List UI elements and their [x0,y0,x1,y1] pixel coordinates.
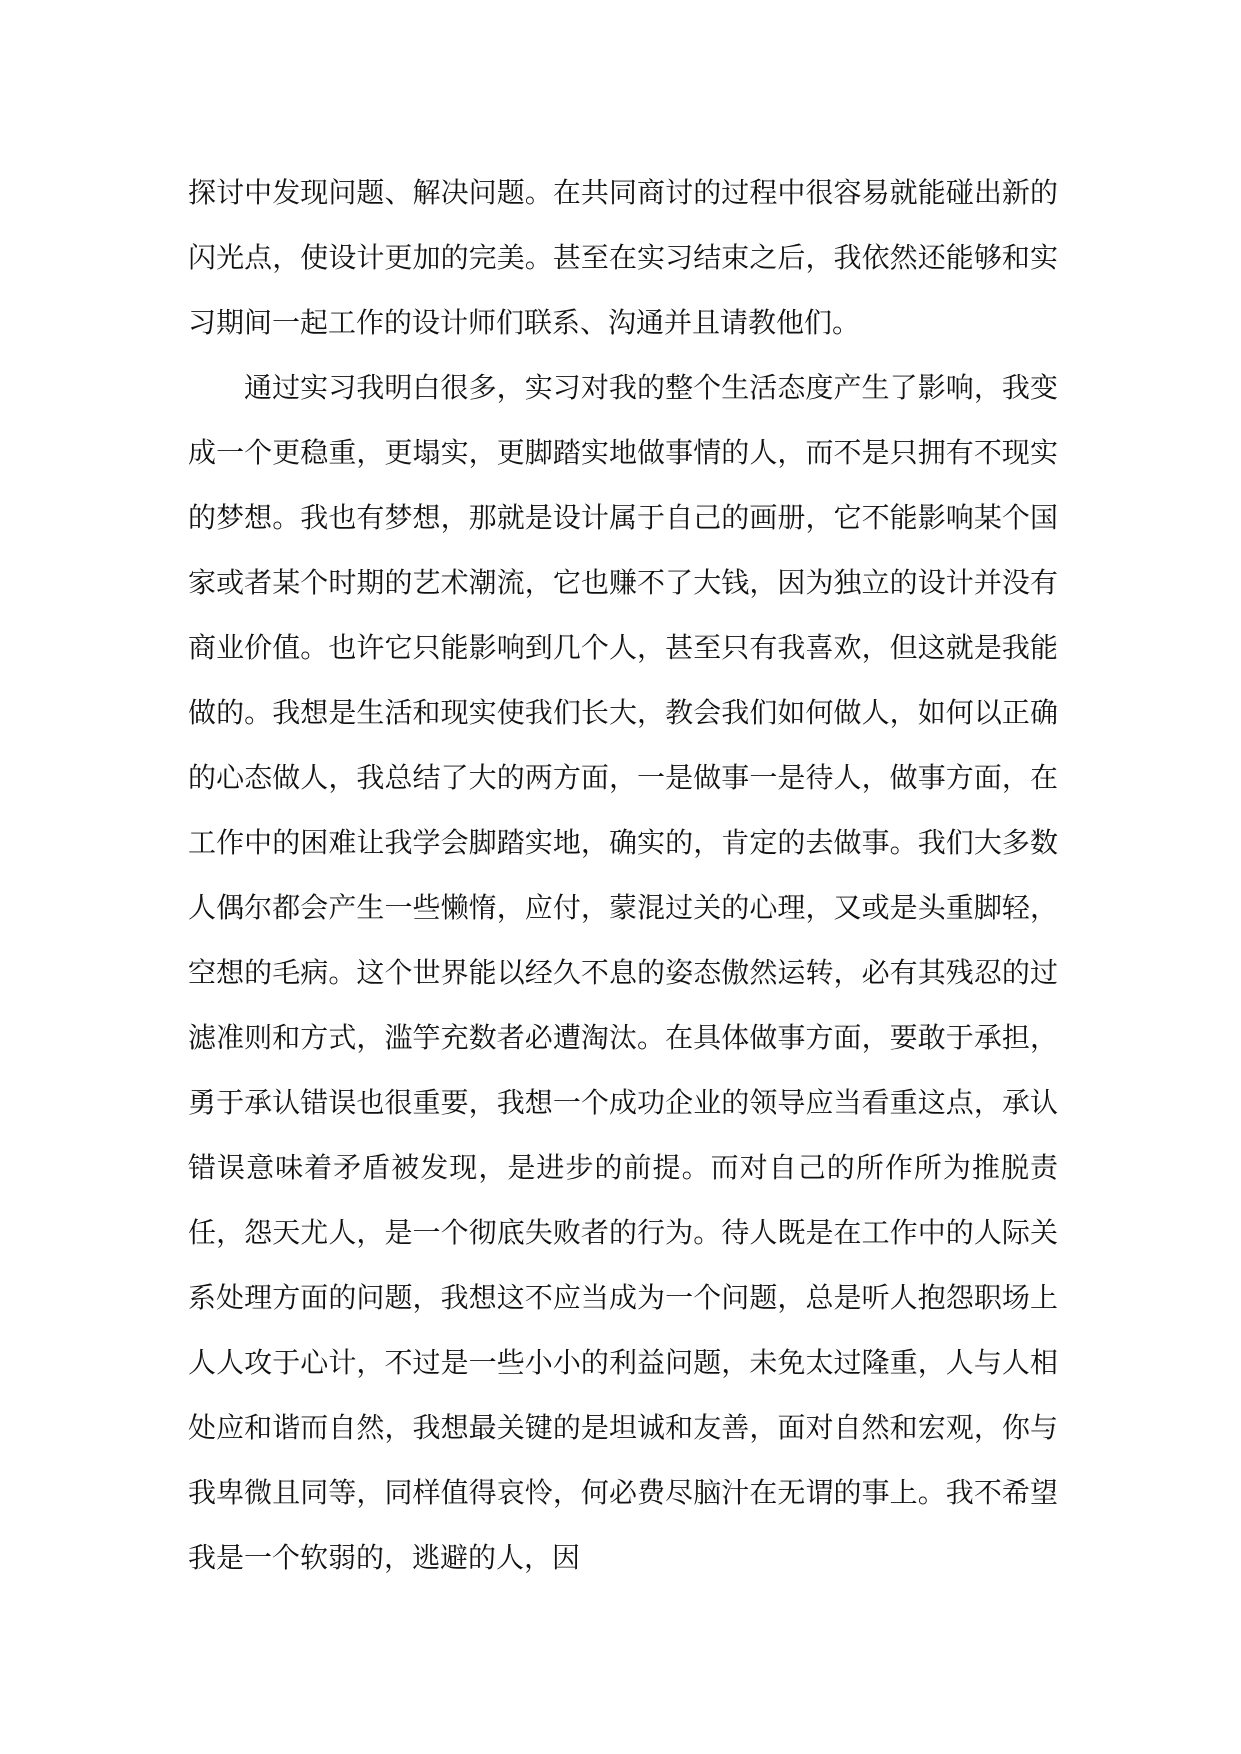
document-body [188,160,1058,1590]
paragraph-internship-reflection: 通过实习我明白很多，实习对我的整个生活态度产生了影响，我变成一个更稳重，更塌实，更脚踏实地做事情的人，而不是只拥有不现实的梦想。我也有梦想，那就是设计属于自己的画册，它不能影响某个国家或者某个时期的艺术潮流，它也赚不了大钱，因为独立的设计并没有商业价值。也许它只能影响到几个人，甚至只有我喜欢，但这就是我能做的。我想是生活和现实使我们长大，教会我们如何做人，如何以正确的心态做人，我总结了大的两方面，一是做事一是待人，做事方面，在工作中的困难让我学会脚踏实地，确实的，肯定的去做事。我们大多数人偶尔都会产生一些懒惰，应付，蒙混过关的心理，又或是头重脚轻，空想的毛病。这个世界能以经久不息的姿态傲然运转，必有其残忍的过滤准则和方式，滥竽充数者必遭淘汰。在具体做事方面，要敢于承担，勇于承认错误也很重要，我想一个成功企业的领导应当看重这点，承认错误意味着矛盾被发现，是进步的前提。而对自己的所作所为推脱责任，怨天尤人，是一个彻底失败者的行为。待人既是在工作中的人际关系处理方面的问题，我想这不应当成为一个问题，总是听人抱怨职场上人人攻于心计，不过是一些小小的利益问题，未免太过隆重，人与人相处应和谐而自然，我想最关键的是坦诚和友善，面对自然和宏观，你与我卑微且同等，同样值得哀怜，何必费尽脑汁在无谓的事上。我不希望我是一个软弱的，逃避的人，因 [188,371,1058,1574]
paragraph-continuation: 探讨中发现问题、解决问题。在共同商讨的过程中很容易就能碰出新的闪光点，使设计更加的完美。甚至在实习结束之后，我依然还能够和实习期间一起工作的设计师们联系、沟通并且请教他们。 [188,176,1058,339]
